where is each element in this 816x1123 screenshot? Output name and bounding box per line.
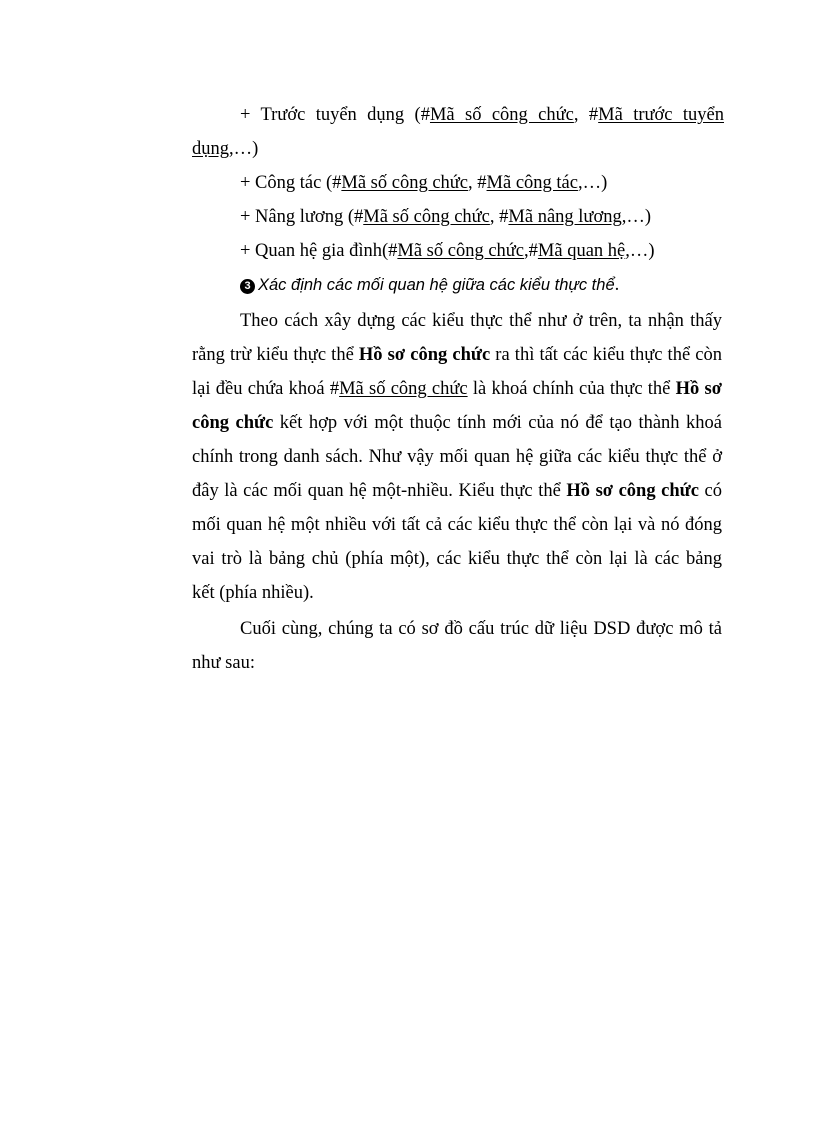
text-segment: + Quan hệ gia đình(# xyxy=(240,241,398,261)
key-field-text: Mã số công chức xyxy=(397,241,525,261)
text-segment: là khoá chính của thực thể xyxy=(467,379,676,399)
text-segment: có xyxy=(698,481,722,501)
text-line xyxy=(240,242,655,261)
text-segment: như sau: xyxy=(192,653,255,673)
text-line xyxy=(192,550,722,569)
text-segment: ,…) xyxy=(229,139,259,159)
entity-name-text: Hồ sơ xyxy=(675,379,722,399)
key-field-text: Mã số công chức xyxy=(429,105,574,125)
text-line xyxy=(192,346,722,365)
text-segment: rằng trừ kiểu thực thể xyxy=(192,345,359,365)
text-segment: ,…) xyxy=(621,207,652,227)
text-line xyxy=(192,654,255,673)
text-segment: ra thì tất các kiểu thực thể còn xyxy=(490,345,722,365)
text-segment: + Trước tuyển dụng (# xyxy=(240,105,430,125)
bullet-number-icon: 3 xyxy=(240,279,255,294)
text-line xyxy=(192,414,722,433)
key-field-text: Mã công tác xyxy=(486,173,578,193)
key-field-text: Mã nâng lương xyxy=(508,207,622,227)
key-field-text: Mã quan hệ xyxy=(537,241,626,261)
text-segment: + Công tác (# xyxy=(240,173,342,193)
entity-name-text: công chức xyxy=(192,413,274,433)
text-line xyxy=(192,516,722,535)
entity-name-text: Hồ sơ công chức xyxy=(358,345,491,365)
text-line xyxy=(240,208,651,227)
text-segment: , # xyxy=(468,173,487,193)
text-line xyxy=(192,482,722,501)
text-segment: đây là các mối quan hệ một-nhiều. Kiểu thực thể xyxy=(192,481,567,501)
text-segment: Cuối cùng, chúng ta có sơ đồ cấu trúc dữ liệu DSD được mô tả xyxy=(240,619,722,639)
text-line xyxy=(240,620,722,639)
text-segment: ,…) xyxy=(625,241,655,261)
text-line xyxy=(240,312,722,331)
text-line xyxy=(192,584,314,603)
text-line xyxy=(240,174,607,193)
text-segment: . xyxy=(614,275,620,295)
key-field-text: Mã số công chức xyxy=(341,173,469,193)
text-segment: + Nâng lương (# xyxy=(240,207,364,227)
key-field-text: Mã trước tuyển xyxy=(598,105,724,125)
text-line xyxy=(240,276,619,295)
text-line xyxy=(240,106,724,125)
text-segment: , # xyxy=(573,105,599,125)
key-field-text: Mã số công chức xyxy=(363,207,490,227)
text-segment: ,…) xyxy=(577,173,608,193)
text-line xyxy=(192,140,258,159)
entity-name-text: Hồ sơ công chức xyxy=(566,481,699,501)
text-segment: Theo cách xây dựng các kiểu thực thể như ở trên, ta nhận thấy xyxy=(240,311,722,331)
text-segment: kết hợp với một thuộc tính mới của nó để tạo thành khoá xyxy=(273,413,722,433)
heading-text: Xác định các mối quan hệ giữa các kiểu thực thể xyxy=(258,276,615,294)
text-line xyxy=(192,380,722,399)
text-segment: , # xyxy=(489,207,509,227)
key-field-text: Mã số công chức xyxy=(339,379,468,399)
text-segment: kết (phía nhiều). xyxy=(192,583,314,603)
text-segment: ,# xyxy=(524,241,538,261)
key-field-text: dụng xyxy=(192,139,229,159)
text-line xyxy=(192,448,722,467)
text-segment: mối quan hệ một nhiều với tất cả các kiểu thực thể còn lại và nó đóng xyxy=(192,515,722,535)
text-segment: lại đều chứa khoá # xyxy=(192,379,340,399)
text-segment: vai trò là bảng chủ (phía một), các kiểu thực thể còn lại là các bảng xyxy=(192,549,722,569)
text-segment: chính trong danh sách. Như vậy mối quan hệ giữa các kiểu thực thể ở xyxy=(192,447,722,467)
